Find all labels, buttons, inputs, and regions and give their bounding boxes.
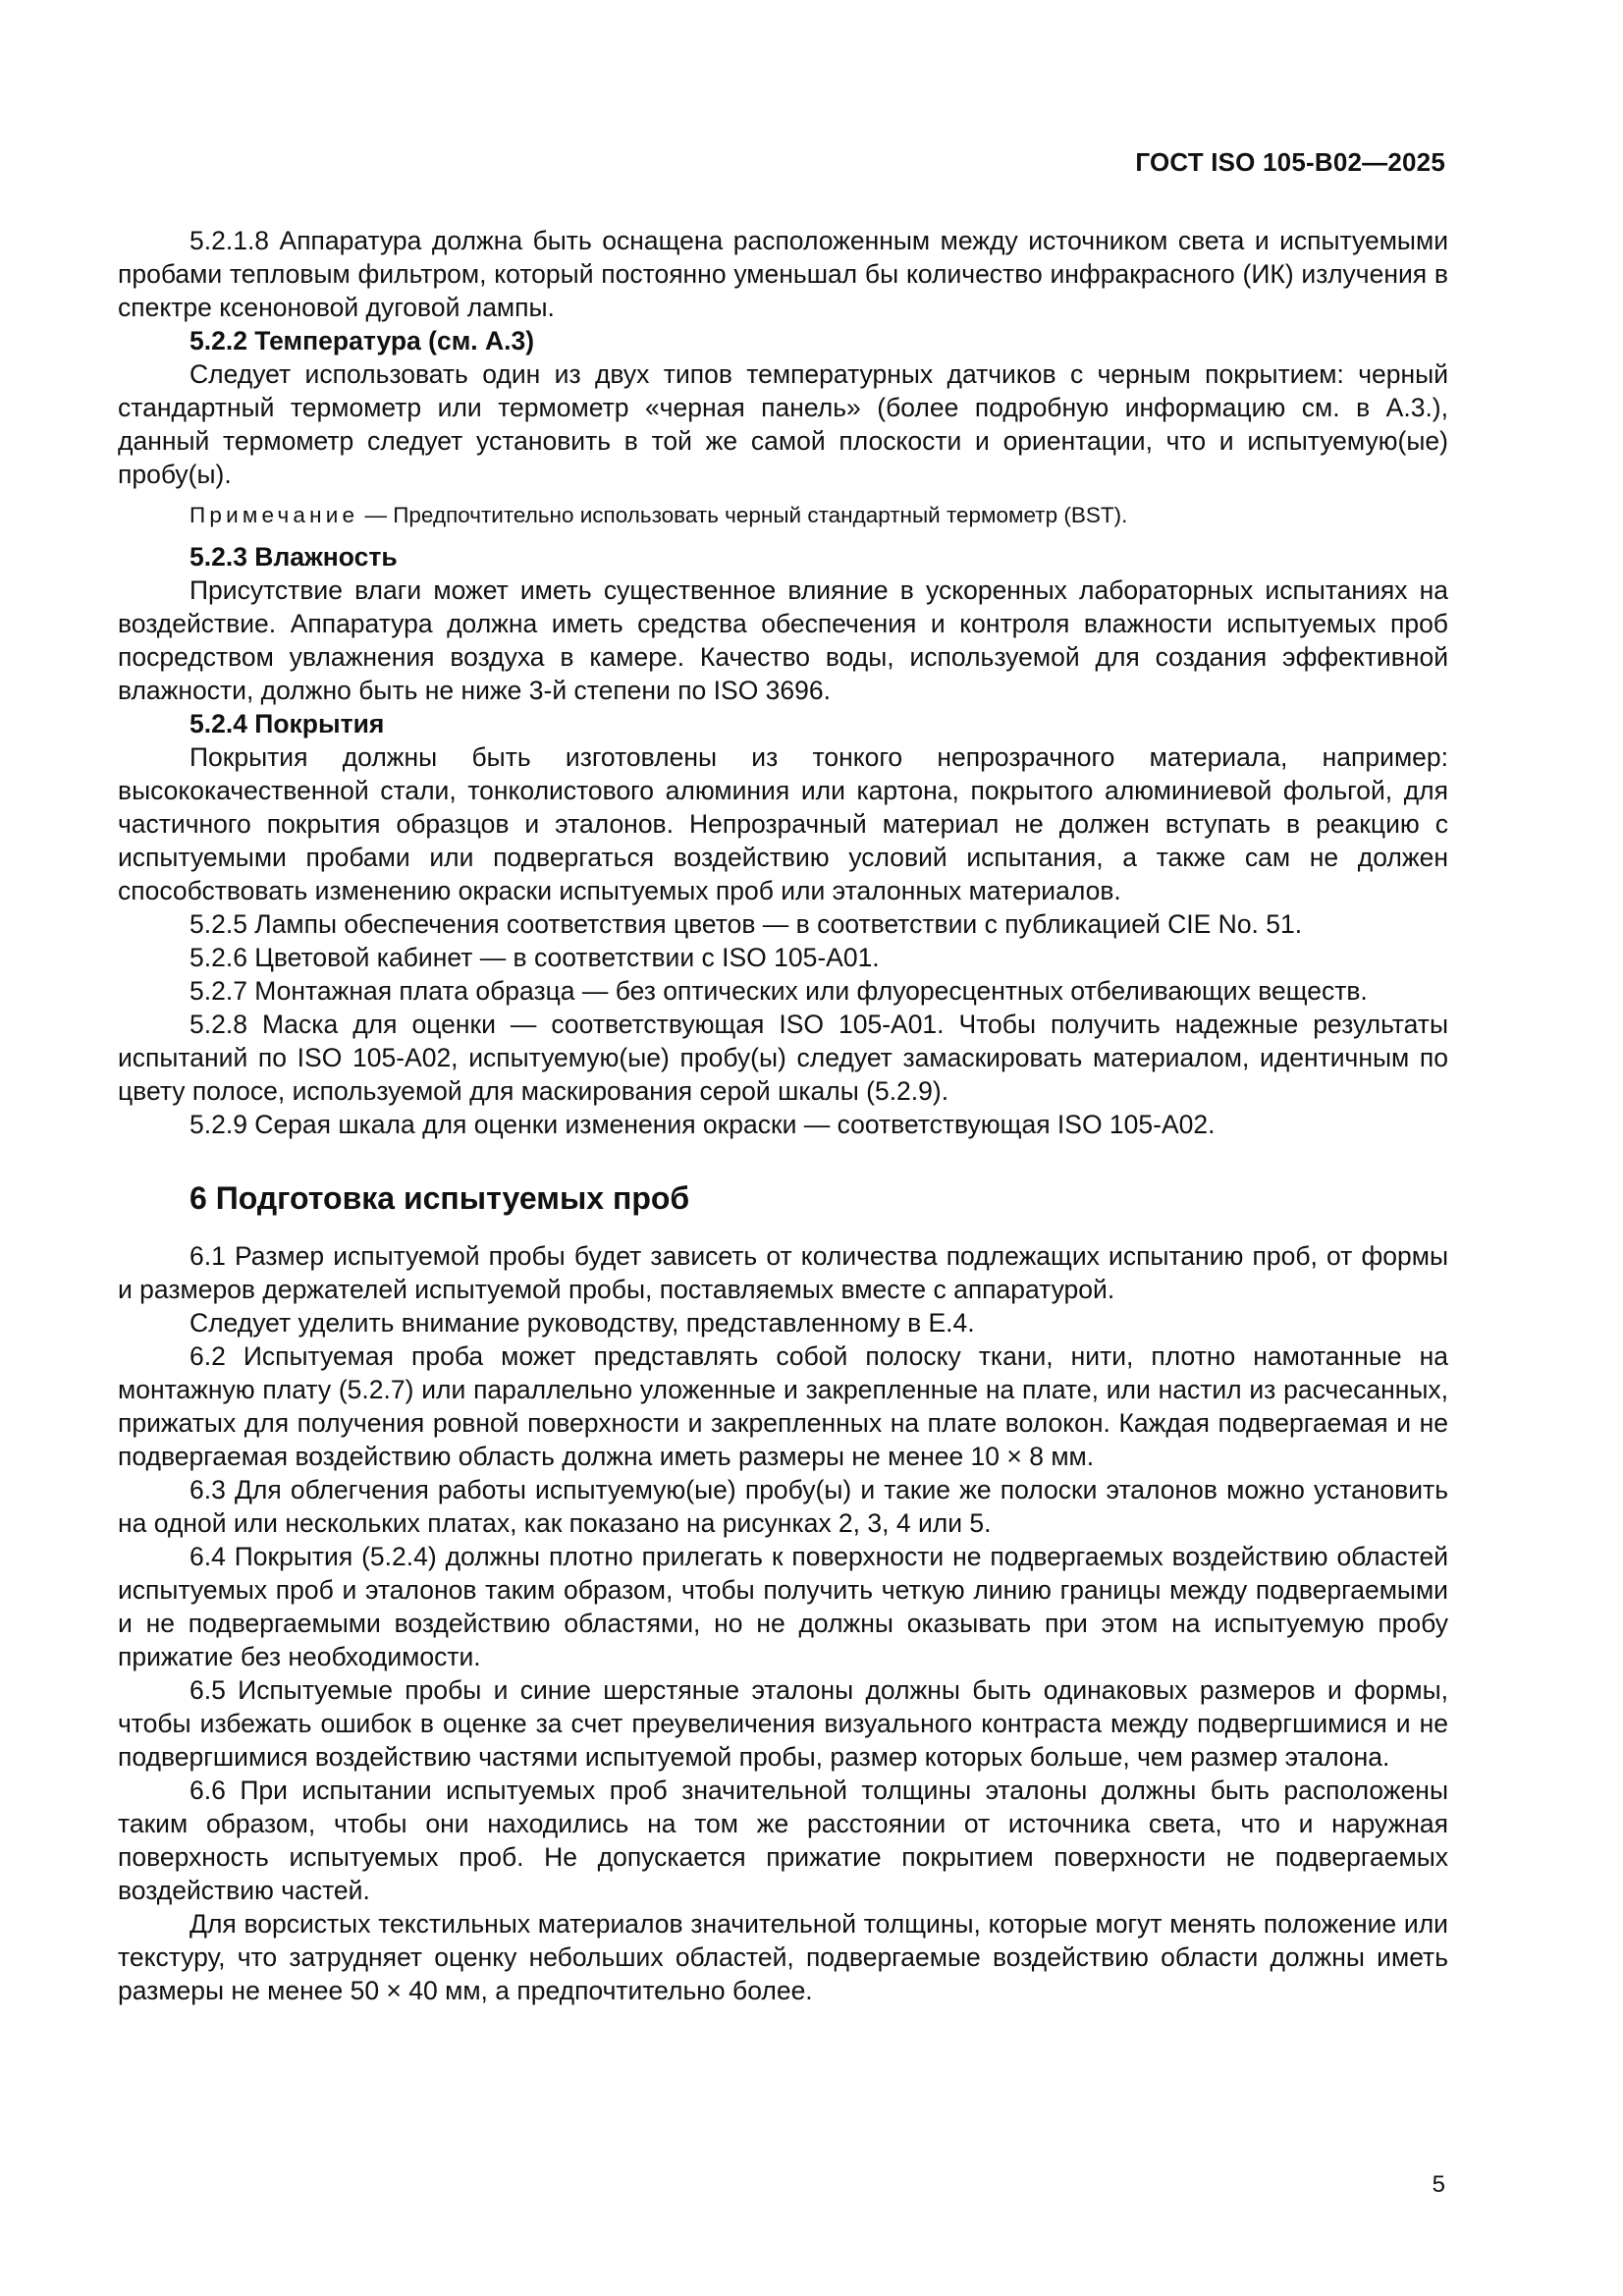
page-number: 5 (1432, 2171, 1445, 2198)
clause-6-6-continued: Для ворсистых текстильных материалов значительной толщины, которые могут менять положение или текстуру, что затрудняет оценку небольших областей, подвергаемые воздействию области должны иметь размеры не менее 50 × 40 мм, а предпочтительно более. (118, 1909, 1448, 2005)
clause-6-6: 6.6 При испытании испытуемых проб значительной толщины эталоны должны быть расположены таким образом, чтобы они находились на том же расстоянии от источника света, что и наружная поверхность испытуемых проб. Не допускается прижатие покрытием поверхности не подвергаемых воздействию частей. (118, 1776, 1448, 1905)
heading-5-2-3: 5.2.3 Влажность (189, 542, 398, 572)
clause-5-2-3-text: Присутствие влаги может иметь существенное влияние в ускоренных лабораторных испытаниях на воздействие. Аппаратура должна иметь средства обеспечения и контроля влажности испытуемых проб посредством увлажнения воздуха в камере. Качество воды, используемой для создания эффективной влажности, должно быть не ниже 3-й степени по ISO 3696. (118, 575, 1448, 705)
clause-5-2-2-text: Следует использовать один из двух типов температурных датчиков с черным покрытием: черный стандартный термометр или термометр «черная панель» (более подробную информацию см. в А.3.), данный термометр следует установить в той же самой плоскости и ориентации, что и испытуемую(ые) пробу(ы). (118, 359, 1448, 489)
clause-5-2-8: 5.2.8 Маска для оценки — соответствующая ISO 105-A01. Чтобы получить надежные результаты испытаний по ISO 105-A02, испытуемую(ые) пробу(ы) следует замаскировать материалом, идентичным по цвету полосе, используемой для маскирования серой шкалы (5.2.9). (118, 1010, 1448, 1106)
clause-5-2-4-text: Покрытия должны быть изготовлены из тонкого непрозрачного материала, например: высококачественной стали, тонколистового алюминия или картона, покрытого алюминиевой фольгой, для частичного покрытия образцов и эталонов. Непрозрачный материал не должен вступать в реакцию с испытуемыми пробами или подвергаться воздействию условий испытания, а также сам не должен способствовать изменению окраски испытуемых проб или эталонных материалов. (118, 742, 1448, 905)
document-body (118, 224, 1448, 2007)
heading-5-2-4: 5.2.4 Покрытия (189, 709, 385, 738)
note-label: Примечание (189, 503, 359, 527)
clause-5-2-5: 5.2.5 Лампы обеспечения соответствия цветов — в соответствии с публикацией CIE No. 51. (189, 909, 1303, 939)
note-text: — Предпочтительно использовать черный стандартный термометр (BST). (358, 503, 1128, 527)
clause-6-4: 6.4 Покрытия (5.2.4) должны плотно прилегать к поверхности не подвергаемых воздействию областей испытуемых проб и эталонов таким образом, чтобы получить четкую линию границы между подвергаемыми и не подвергаемыми воздействию областями, но не должны оказывать при этом на испытуемую пробу прижатие без необходимости. (118, 1542, 1448, 1671)
heading-section-6: 6 Подготовка испытуемых проб (189, 1180, 690, 1216)
clause-5-2-9: 5.2.9 Серая шкала для оценки изменения окраски — соответствующая ISO 105-A02. (189, 1110, 1216, 1139)
note (118, 501, 1448, 530)
clause-6-5: 6.5 Испытуемые пробы и синие шерстяные эталоны должны быть одинаковых размеров и формы, чтобы избежать ошибок в оценке за счет преувеличения визуального контраста между подвергшимися и не подвергшимися воздействию частями испытуемой пробы, размер которых больше, чем размер эталона. (118, 1675, 1448, 1772)
clause-6-3: 6.3 Для облегчения работы испытуемую(ые) пробу(ы) и такие же полоски эталонов можно установить на одной или нескольких платах, как показано на рисунках 2, 3, 4 или 5. (118, 1475, 1448, 1538)
clause-6-2: 6.2 Испытуемая проба может представлять собой полоску ткани, нити, плотно намотанные на монтажную плату (5.2.7) или параллельно уложенные и закрепленные на плате, или настил из расчесанных, прижатых для получения ровной поверхности и закрепленных на плате волокон. Каждая подвергаемая и не подвергаемая воздействию область должна иметь размеры не менее 10 × 8 мм. (118, 1341, 1448, 1471)
heading-5-2-2: 5.2.2 Температура (см. А.3) (189, 326, 535, 355)
clause-5-2-7: 5.2.7 Монтажная плата образца — без оптических или флуоресцентных отбеливающих веществ. (189, 976, 1368, 1006)
clause-5-2-1-8: 5.2.1.8 Аппаратура должна быть оснащена расположенным между источником света и испытуемыми пробами тепловым фильтром, который постоянно уменьшал бы количество инфракрасного (ИК) излучения в спектре ксеноновой дуговой лампы. (118, 226, 1448, 322)
clause-6-1: 6.1 Размер испытуемой пробы будет зависеть от количества подлежащих испытанию проб, от формы и размеров держателей испытуемой пробы, поставляемых вместе с аппаратурой. (118, 1241, 1448, 1304)
clause-5-2-6: 5.2.6 Цветовой кабинет — в соответствии с ISO 105-A01. (189, 943, 880, 972)
document-designation: ГОСТ ISO 105-B02—2025 (1135, 147, 1445, 177)
clause-6-1-note: Следует уделить внимание руководству, представленному в Е.4. (189, 1308, 975, 1338)
